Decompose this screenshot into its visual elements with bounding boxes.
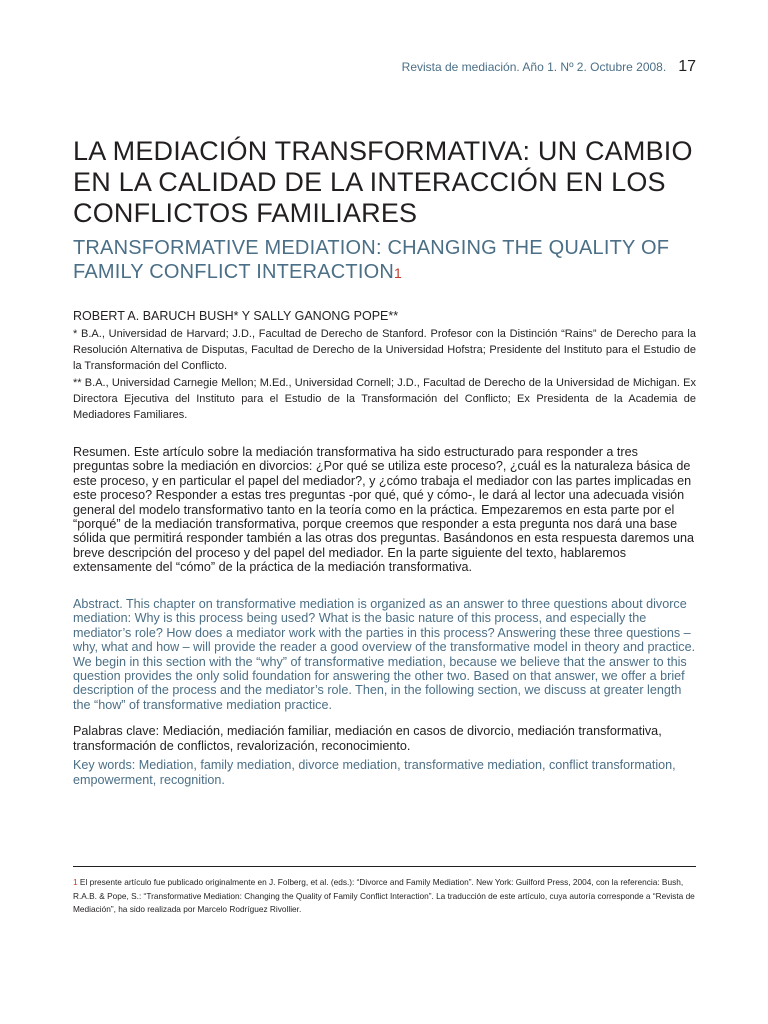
footnote-text: El presente artículo fue publicado originalmente en J. Folberg, et al. (eds.): “Divorce and Family Mediation”. New York: Guilford Press, 2004, con la referencia: Bush, R.A.B. & Pope, S.: “Transformative Mediation: Changing the Quality of Family Conflict Interaction”. La traducción de este artículo, cuya autoría corresponde a “Revista de Mediación”, ha sido realizada por Marcelo Rodríguez Rivollier. xyxy=(73,877,695,915)
running-header xyxy=(73,58,696,76)
author-affiliations xyxy=(73,326,696,423)
authors: ROBERT A. BARUCH BUSH* Y SALLY GANONG POPE** xyxy=(73,309,399,323)
resumen-paragraph: Resumen. Este artículo sobre la mediación transformativa ha sido estructurado para responder a tres preguntas sobre la mediación en divorcios: ¿Por qué se utiliza este proceso?, ¿cuál es la naturaleza básica de este proceso, y en particular el papel del mediador?, y ¿cómo trabaja el mediador con las partes implicadas en este proceso? Responder a estas tres preguntas -por qué, qué y cómo-, le dará al lector una adecuada visión general del modelo transformativo tanto en la teoría como en la práctica. Empezaremos en esta parte por el “porqué” de la mediación transformativa, porque creemos que responder a esta pregunta nos dará una base sólida que permitirá responder también a las otras dos preguntas. Basándonos en esta respuesta daremos una breve descripción del proceso y del papel del mediador. En la parte siguiente del texto, hablaremos extensamente del “cómo” de la práctica de la mediación transformativa. xyxy=(73,445,694,575)
page-number: 17 xyxy=(678,58,696,75)
footnote-divider xyxy=(73,866,696,867)
footnote xyxy=(73,876,696,917)
title-english-text: TRANSFORMATIVE MEDIATION: CHANGING THE QUALITY OF FAMILY CONFLICT INTERACTION xyxy=(73,237,670,283)
journal-citation: Revista de mediación. Año 1. Nº 2. Octubre 2008. xyxy=(401,60,667,74)
keywords-spanish: Palabras clave: Mediación, mediación familiar, mediación en casos de divorcio, mediación transformativa, transformación de conflictos, revalorización, reconocimiento. xyxy=(73,724,662,753)
article-page xyxy=(73,0,696,1024)
title-spanish: LA MEDIACIÓN TRANSFORMATIVA: UN CAMBIO EN LA CALIDAD DE LA INTERACCIÓN EN LOS CONFLICTOS FAMILIARES xyxy=(73,136,693,228)
affiliation-bush: * B.A., Universidad de Harvard; J.D., Facultad de Derecho de Stanford. Profesor con la Distinción “Rains” de Derecho para la Resolución Alternativa de Disputas, Facultad de Derecho de la Universidad Hofstra; Presidente del Instituto para el Estudio de la Transformación del Conflicto. xyxy=(73,328,696,373)
affiliation-pope: ** B.A., Universidad Carnegie Mellon; M.Ed., Universidad Cornell; J.D., Facultad de Derecho de la Universidad de Michigan. Ex Directora Ejecutiva del Instituto para el Estudio de la Transformación del Conflicto; Ex Presidenta de la Academia de Mediadores Familiares. xyxy=(73,376,696,422)
footnote-reference[interactable]: 1 xyxy=(394,265,402,281)
title-english xyxy=(73,236,703,285)
keywords-english: Key words: Mediation, family mediation, divorce mediation, transformative mediation, conflict transformation, empowerment, recognition. xyxy=(73,758,676,787)
footnote-number: 1 xyxy=(73,877,78,887)
abstract-paragraph: Abstract. This chapter on transformative mediation is organized as an answer to three questions about divorce mediation: Why is this process being used? What is the basic nature of this process, and especially the mediator’s role? How does a mediator work with the parties in this process? Answering these three questions – why, what and how – will provide the reader a good overview of the transformative model in theory and practice. We begin in this section with the “why” of transformative mediation, because we believe that the answer to this question provides the only solid foundation for answering the other two. Based on that answer, we offer a brief description of the process and the mediator’s role. Then, in the following section, we discuss at greater length the “how” of transformative mediation practice. xyxy=(73,597,696,712)
